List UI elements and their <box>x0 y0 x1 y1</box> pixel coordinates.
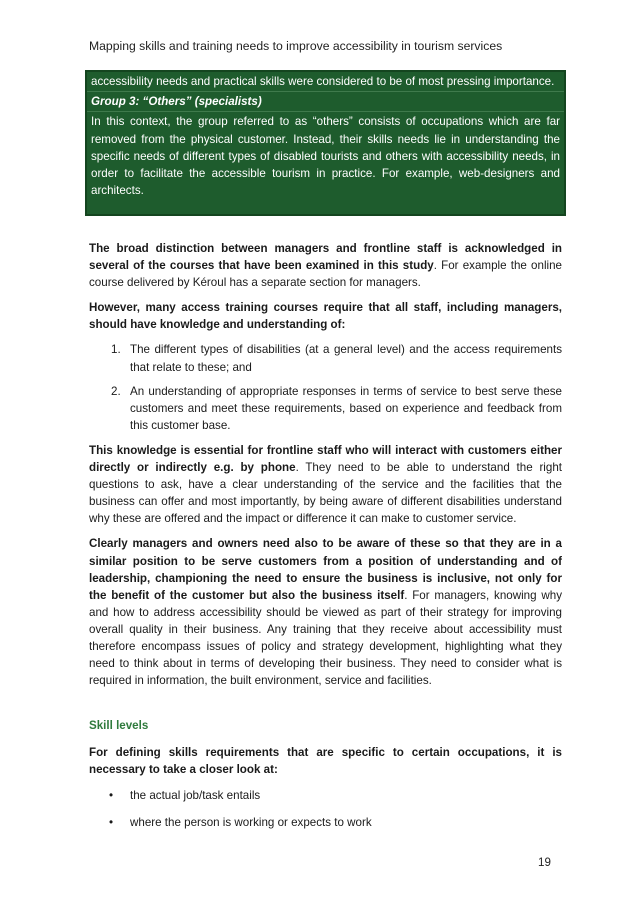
list-item-text: An understanding of appropriate responses in terms of service to best serve these customers and meet these requirements, based on experience and feedback from this customer base. <box>130 384 562 432</box>
group-definition-box <box>85 70 566 216</box>
numbered-list <box>89 341 562 433</box>
box-row-group-3-description: In this context, the group referred to as “others” consists of occupations which are far removed from the physical customer. Instead, their skills needs lie in understanding the specific needs of different types of disabled tourists and others with accessibility needs, in order to facilitate the accessible tourism in practice. For example, web-designers and architects. <box>91 115 560 198</box>
list-number: 1. <box>111 343 121 357</box>
paragraph-frontline <box>89 442 562 527</box>
paragraph-frontline-bold: This knowledge is essential for frontline staff who will interact with customers either directly or indirectly e.g. by phone <box>89 443 562 475</box>
paragraph-requirements-bold: However, many access training courses require that all staff, including managers, should have knowledge and understanding of: <box>89 301 562 332</box>
box-row-continuation: accessibility needs and practical skills were considered to be of most pressing importance. <box>87 72 564 92</box>
paragraph-frontline-rest: . They need to be able to understand the right questions to ask, have a clear understanding of the service and the facilities that the business can offer and most importantly, by being aware of different disabilities understand why these are offered and the impact or difference it can make to customer service. <box>89 461 563 526</box>
list-number: 2. <box>111 384 121 398</box>
list-item <box>89 341 562 375</box>
list-item-text: The different types of disabilities (at a general level) and the access requirements that relate to these; and <box>130 343 562 374</box>
paragraph-requirements <box>89 299 562 333</box>
bullet-icon: • <box>109 815 114 829</box>
main-content <box>89 240 562 841</box>
bullet-icon: • <box>109 788 114 802</box>
list-item <box>89 383 562 434</box>
paragraph-distinction-bold: The broad distinction between managers and frontline staff is acknowledged in several of the courses that have been examined in this study <box>89 242 562 273</box>
section-heading-skill-levels: Skill levels <box>89 719 149 733</box>
paragraph-skills-defining <box>89 744 562 778</box>
paragraph-distinction-rest: . For example the online course delivered by Kéroul has a separate section for managers. <box>89 259 562 290</box>
box-row-group-title <box>87 92 564 112</box>
paragraph-distinction <box>89 240 562 291</box>
paragraph-managers-bold: Clearly managers and owners need also to be aware of these so that they are in a similar position to be serve customers from a position of understanding and of leadership, championing the need to ensure the business is inclusive, not only for the benefit of the customer but also the business itself <box>89 537 562 602</box>
running-header: Mapping skills and training needs to improve accessibility in tourism services <box>89 39 503 53</box>
page-number: 19 <box>538 856 551 869</box>
bullet-list <box>89 787 562 831</box>
bullet-item <box>89 787 562 804</box>
group-3-title: Group 3: “Others” (specialists) <box>91 95 262 109</box>
bullet-item <box>89 814 562 831</box>
paragraph-managers-rest: . For managers, knowing why and how to address accessibility should be viewed as part of their strategy for improving overall quality in their business. Any training that they receive about accessibility must therefore encompass issues of policy and strategy development, highlighting what they need to think about in terms of developing their business. They need to consider what is required in information, the built environment, service and facilities. <box>89 588 562 688</box>
paragraph-skills-defining-bold: For defining skills requirements that are specific to certain occupations, it is necessary to take a closer look at: <box>89 746 562 777</box>
bullet-item-text: the actual job/task entails <box>130 788 261 802</box>
bullet-item-text: where the person is working or expects to work <box>130 815 372 829</box>
paragraph-managers <box>89 535 562 689</box>
